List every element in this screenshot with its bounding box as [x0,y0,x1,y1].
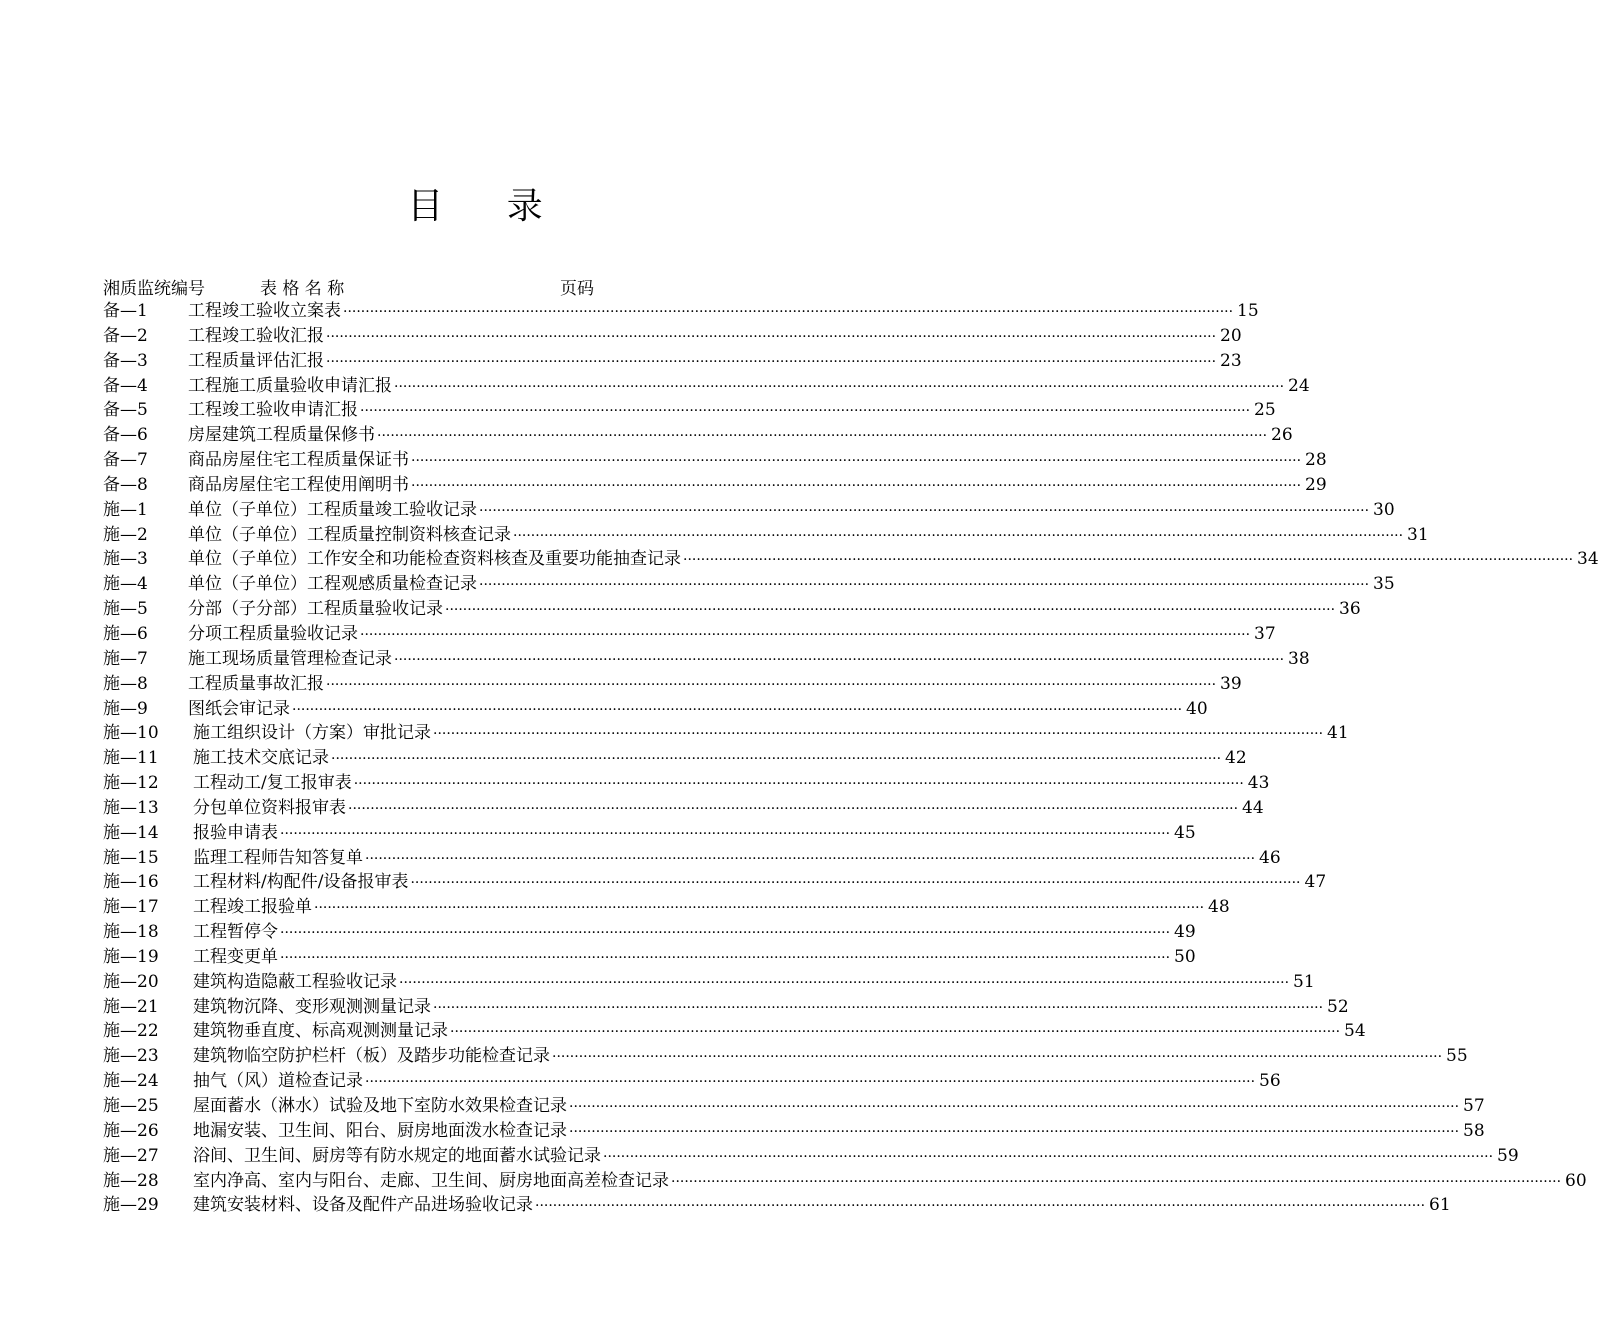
toc-entry-code: 施—20 [103,971,159,992]
toc-entry-page: 59 [1497,1145,1519,1166]
toc-entry-page: 51 [1293,971,1315,992]
toc-entry [103,1069,1281,1094]
toc-entry [103,1094,1485,1119]
toc-entry-body [193,746,1247,771]
toc-entry-title: 报验申请表 [193,822,278,843]
toc-entry-code: 施—17 [103,897,159,918]
table-of-contents [103,299,1599,1218]
toc-entry-page: 43 [1247,773,1270,794]
toc-entry-code: 施—8 [103,673,148,694]
toc-entry-title: 工程竣工验收汇报 [188,325,324,346]
toc-entry-page: 47 [1304,872,1327,893]
toc-entry [103,299,1259,324]
toc-entry-body [193,1094,1485,1119]
toc-entry [103,697,1208,722]
toc-entry [103,970,1315,995]
toc-entry [103,821,1196,846]
toc-entry-body [188,572,1395,597]
toc-entry-title: 单位（子单位）工程质量控制资料核查记录 [188,524,511,545]
toc-entry-title: 施工现场质量管理检查记录 [188,648,392,669]
toc-entry-page: 31 [1407,524,1429,545]
toc-entry-page: 37 [1254,623,1276,644]
toc-entry-page: 29 [1305,474,1327,495]
toc-entry-body [188,547,1599,572]
toc-entry-title: 建筑构造隐蔽工程验收记录 [193,971,397,992]
toc-entry-page: 23 [1220,350,1242,371]
toc-entry [103,324,1242,349]
toc-entry-body [188,398,1276,423]
toc-entry [103,398,1276,423]
toc-entry-body [188,597,1361,622]
toc-entry-page: 34 [1577,549,1599,570]
toc-entry-title: 单位（子单位）工程质量竣工验收记录 [188,499,477,520]
toc-entry-title: 建筑物垂直度、标高观测测量记录 [193,1021,448,1042]
toc-entry-title: 单位（子单位）工程观感质量检查记录 [188,574,477,595]
toc-entry-body [188,523,1429,548]
toc-entry-title: 工程竣工报验单 [193,897,312,918]
leader-dots: ········································································································································································································ [326,328,1217,345]
toc-entry-code: 备—3 [103,350,148,371]
code-column-header: 湘质监统编号 [103,279,205,299]
toc-entry-code: 施—16 [103,872,159,893]
leader-dots: ········································································································································································································ [671,1173,1562,1190]
toc-entry-title: 屋面蓄水（淋水）试验及地下室防水效果检查记录 [193,1096,567,1116]
toc-entry-body [188,697,1208,722]
toc-entry-body [193,895,1230,920]
toc-entry [103,423,1293,448]
toc-entry-page: 54 [1344,1021,1366,1042]
toc-entry [103,1119,1485,1144]
toc-entry [103,523,1429,548]
toc-entry-title: 工程变更单 [193,946,278,967]
toc-entry [103,572,1395,597]
leader-dots: ········································································································································································································ [360,403,1251,420]
toc-entry-code: 备—5 [103,400,148,421]
toc-entry-title: 施工技术交底记录 [193,748,329,769]
toc-entry-title: 建筑安装材料、设备及配件产品进场验收记录 [193,1195,533,1216]
toc-entry-title: 工程质量评估汇报 [188,350,324,371]
toc-entry [103,846,1281,871]
leader-dots: ········································································································································································································ [353,776,1244,793]
toc-entry-code: 施—2 [103,524,148,545]
leader-dots: ········································································································································································································ [433,726,1324,743]
toc-entry-body [193,970,1315,995]
leader-dots: ········································································································································································································ [314,900,1205,917]
toc-entry [103,448,1327,473]
toc-entry [103,622,1276,647]
toc-entry-body [193,995,1349,1020]
toc-entry-title: 工程暂停令 [193,922,278,943]
toc-entry-page: 40 [1186,698,1208,719]
toc-entry [103,945,1196,970]
toc-entry-code: 施—29 [103,1195,159,1216]
toc-entry-page: 24 [1288,375,1310,396]
toc-entry-body [193,920,1196,945]
toc-entry-page: 30 [1373,499,1395,520]
toc-entry [103,895,1230,920]
toc-entry-body [193,771,1270,796]
toc-entry-body [193,1069,1281,1094]
toc-entry [103,672,1242,697]
toc-entry-code: 施—21 [103,996,159,1017]
toc-entry-code: 备—1 [103,301,148,321]
leader-dots: ········································································································································································································ [552,1049,1443,1066]
toc-entry-body [193,796,1264,821]
toc-entry-page: 56 [1259,1071,1281,1092]
toc-entry-body [188,647,1310,672]
toc-entry-body [188,672,1242,697]
leader-dots: ········································································································································································································ [280,949,1171,966]
toc-entry-body [193,1119,1485,1144]
toc-entry-code: 备—7 [103,450,148,471]
toc-entry [103,920,1196,945]
toc-entry-body [193,846,1281,871]
toc-entry-body [188,299,1259,324]
toc-entry-code: 施—14 [103,822,159,843]
leader-dots: ········································································································································································································ [569,1123,1460,1140]
leader-dots: ········································································································································································································ [331,751,1222,768]
leader-dots: ········································································································································································································ [535,1198,1426,1215]
leader-dots: ········································································································································································································ [394,378,1285,395]
toc-entry-body [193,1144,1519,1169]
leader-dots: ········································································································································································································ [394,651,1285,668]
leader-dots: ········································································································································································································ [365,1074,1256,1091]
toc-entry-code: 施—5 [103,599,148,620]
toc-entry-body [193,945,1196,970]
toc-entry-code: 施—26 [103,1120,159,1141]
toc-entry-body [193,870,1327,895]
toc-entry [103,870,1327,895]
toc-entry-page: 25 [1254,400,1276,421]
toc-entry [103,597,1361,622]
toc-entry-body [193,821,1196,846]
toc-entry-page: 46 [1259,847,1281,868]
toc-entry-body [193,1169,1587,1194]
toc-entry-body [193,1019,1366,1044]
toc-entry-code: 施—19 [103,946,159,967]
toc-entry-page: 38 [1288,648,1310,669]
leader-dots: ········································································································································································································ [411,453,1302,470]
toc-entry [103,1144,1519,1169]
toc-entry-page: 49 [1174,922,1196,943]
toc-entry-title: 分包单位资料报审表 [193,797,346,818]
toc-entry-page: 41 [1327,723,1349,744]
toc-entry-code: 施—12 [103,773,159,794]
toc-entry-body [188,374,1310,399]
toc-entry-page: 44 [1242,797,1264,818]
toc-entry-body [188,498,1395,523]
toc-entry-page: 58 [1463,1120,1485,1141]
toc-entry-title: 施工组织设计（方案）审批记录 [193,723,431,744]
toc-entry-body [193,1193,1451,1218]
toc-entry-title: 建筑物沉降、变形观测测量记录 [193,996,431,1017]
toc-entry [103,796,1264,821]
toc-entry [103,721,1349,746]
toc-entry-code: 施—6 [103,623,148,644]
toc-entry [103,1169,1587,1194]
toc-entry-code: 施—1 [103,499,148,520]
leader-dots: ········································································································································································································ [377,428,1268,445]
toc-entry-title: 商品房屋住宅工程使用阐明书 [188,474,409,495]
toc-entry [103,995,1349,1020]
leader-dots: ········································································································································································································ [360,626,1251,643]
toc-entry-page: 45 [1174,822,1196,843]
toc-entry-title: 单位（子单位）工作安全和功能检查资料核查及重要功能抽查记录 [188,549,681,570]
toc-entry-page: 55 [1446,1046,1468,1067]
toc-entry-page: 20 [1220,325,1242,346]
toc-entry-title: 地漏安装、卫生间、阳台、厨房地面泼水检查记录 [193,1120,567,1141]
toc-entry-title: 工程施工质量验收申请汇报 [188,375,392,396]
toc-header [103,274,803,298]
toc-entry-title: 工程竣工验收申请汇报 [188,400,358,421]
toc-entry-title: 工程质量事故汇报 [188,673,324,694]
leader-dots: ········································································································································································································ [292,701,1183,718]
toc-entry-page: 35 [1373,574,1395,595]
leader-dots: ········································································································································································································ [411,477,1302,494]
leader-dots: ········································································································································································································ [365,850,1256,867]
toc-entry-body [188,473,1327,498]
toc-entry-title: 工程动工/复工报审表 [193,773,352,794]
leader-dots: ········································································································································································································ [683,552,1574,569]
leader-dots: ········································································································································································································ [513,527,1404,544]
toc-entry [103,1193,1451,1218]
leader-dots: ········································································································································································································ [280,825,1171,842]
toc-entry-title: 工程材料/构配件/设备报审表 [193,872,409,893]
toc-entry-code: 备—4 [103,375,148,396]
toc-entry-code: 施—11 [103,748,159,769]
toc-entry-body [188,448,1327,473]
toc-entry-page: 50 [1174,946,1196,967]
toc-entry [103,1019,1366,1044]
toc-entry-page: 48 [1208,897,1230,918]
toc-entry-code: 施—22 [103,1021,159,1042]
toc-entry-code: 施—18 [103,922,159,943]
toc-entry-code: 施—13 [103,797,159,818]
toc-entry-title: 房屋建筑工程质量保修书 [188,425,375,446]
toc-entry-body [188,324,1242,349]
toc-entry-page: 36 [1339,599,1361,620]
leader-dots: ········································································································································································································ [410,875,1301,892]
toc-entry [103,647,1310,672]
toc-entry-page: 26 [1271,425,1293,446]
toc-entry-code: 施—23 [103,1046,159,1067]
toc-entry [103,349,1242,374]
toc-entry-page: 39 [1220,673,1242,694]
page-column-header: 页码 [560,279,594,299]
toc-entry-page: 28 [1305,450,1327,471]
leader-dots: ········································································································································································································ [450,1024,1341,1041]
toc-entry-title: 工程竣工验收立案表 [188,301,341,321]
toc-entry-page: 52 [1327,996,1349,1017]
toc-entry-title: 商品房屋住宅工程质量保证书 [188,450,409,471]
toc-entry-title: 抽气（风）道检查记录 [193,1071,363,1092]
toc-entry [103,1044,1468,1069]
toc-entry [103,374,1310,399]
name-column-header: 表 格 名 称 [260,279,345,299]
toc-entry-code: 施—7 [103,648,148,669]
toc-entry-code: 备—6 [103,425,148,446]
toc-entry-page: 60 [1565,1170,1587,1191]
toc-entry-code: 备—2 [103,325,148,346]
toc-entry-code: 施—28 [103,1170,159,1191]
leader-dots: ········································································································································································································ [603,1148,1494,1165]
toc-entry-title: 浴间、卫生间、厨房等有防水规定的地面蓄水试验记录 [193,1145,601,1166]
toc-entry-body [188,622,1276,647]
toc-entry-body [193,721,1349,746]
toc-entry-code: 施—10 [103,723,159,744]
toc-entry [103,547,1599,572]
toc-entry-page: 57 [1463,1096,1485,1116]
toc-entry-code: 施—15 [103,847,159,868]
leader-dots: ········································································································································································································ [433,999,1324,1016]
toc-entry-page: 15 [1237,301,1259,321]
leader-dots: ········································································································································································································ [479,502,1370,519]
toc-entry-title: 分项工程质量验收记录 [188,623,358,644]
toc-entry-body [193,1044,1468,1069]
toc-entry [103,746,1247,771]
leader-dots: ········································································································································································································ [479,577,1370,594]
toc-entry-page: 61 [1429,1195,1451,1216]
leader-dots: ········································································································································································································ [445,602,1336,619]
toc-entry-code: 施—3 [103,549,148,570]
toc-entry-code: 施—27 [103,1145,159,1166]
toc-entry-code: 施—4 [103,574,148,595]
toc-entry-code: 备—8 [103,474,148,495]
leader-dots: ········································································································································································································ [343,304,1234,320]
toc-entry-code: 施—25 [103,1096,159,1116]
leader-dots: ········································································································································································································ [569,1099,1460,1115]
leader-dots: ········································································································································································································ [326,353,1217,370]
toc-entry-title: 图纸会审记录 [188,698,290,719]
toc-entry-title: 分部（子分部）工程质量验收记录 [188,599,443,620]
leader-dots: ········································································································································································································ [399,974,1290,991]
toc-entry-code: 施—9 [103,698,148,719]
toc-entry-title: 建筑物临空防护栏杆（板）及踏步功能检查记录 [193,1046,550,1067]
leader-dots: ········································································································································································································ [348,800,1239,817]
toc-entry-body [188,423,1293,448]
toc-entry-page: 42 [1225,748,1247,769]
toc-entry [103,771,1270,796]
toc-entry-code: 施—24 [103,1071,159,1092]
toc-entry [103,473,1327,498]
toc-entry-body [188,349,1242,374]
toc-entry [103,498,1395,523]
leader-dots: ········································································································································································································ [326,676,1217,693]
toc-entry-title: 室内净高、室内与阳台、走廊、卫生间、厨房地面高差检查记录 [193,1170,669,1191]
toc-entry-title: 监理工程师告知答复单 [193,847,363,868]
leader-dots: ········································································································································································································ [280,925,1171,942]
page-title: 目 录 [407,186,569,227]
